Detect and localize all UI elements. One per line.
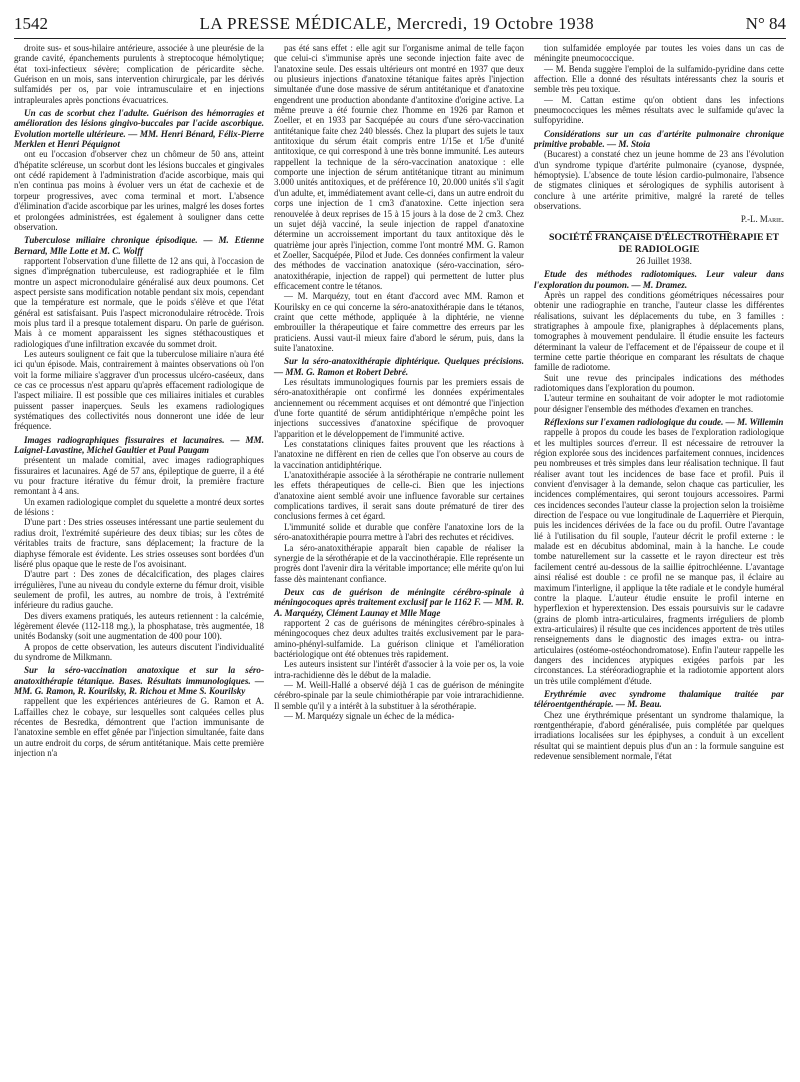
paragraph: ont eu l'occasion d'observer chez un chômeur de 50 ans, atteint d'hépatite scléreuse, un scorbut dont les lésions buccales et gingivales ont cédé rapidement à l'administration d'acide ascorbique, mais qui n'en continua pas moins à évoluer vers un état de cachexie et de torpeur progressives, avec coma terminal et mort. L'absence d'élimination d'acide ascorbique par les urines, malgré les doses fortes et prolongées administrées, est également à souligner dans cette observation. <box>14 149 264 232</box>
paragraph: — M. Marquézy signale un échec de la médica- <box>284 711 455 721</box>
paragraph: pas été sans effet : elle agit sur l'organisme animal de telle façon que celui-ci s'immunise après une seconde injection faite avec de l'anatoxine seule. Des essais ultérieurs ont montré en 1937 que deux ou plusieurs injections d'anatoxine tétanique faites après l'injection simultanée d'une dose massive de sérum antitétanique et d'anatoxine engendrent une production abondante d'antitoxine d'origine active. La même preuve a été fournie chez l'homme en 1926 par Ramon et Zoeller, et en 1933 par Sacquépée au cours d'une séro-vaccination antitétanique faite chez 240 blessés. Chez la plupart des sujets le taux antitoxique du sérum était compris entre 1/15e et 1/5e d'unité antitoxique, ce qui correspond à une très bonne immunité. Les auteurs rappellent la technique de la séro-vaccination anatoxique : elle comporte une injection de sérum antitétanique titrant au minimum 3.000 unités antitoxiques, et de préférence 10, 20.000 unités s'il s'agit d'un adulte, et, immédiatement avant celle-ci, dans un autre endroit du corps une injection de 1 cm3 d'anatoxine. Cette injection sera renouvelée à deux reprises de 15 à 15 jours à la dose de 2 cm3. Chez un sujet déjà vacciné, la seule injection de rappel d'anatoxine détermine un accroissement important du taux antitoxique dès le quatrième jour après l'injection, comme l'ont montré MM. G. Ramon et Zoeller, Sacquépée, Pilod et Jude. Ces données confirment la valeur des méthodes de vaccination anatoxique (séro-vaccination, séro-anatoxithérapie, injection de rappel) qui permettent de lutter plus efficacement contre le tétanos. <box>274 43 524 291</box>
article-heading: Etude des méthodes radiotomiques. Leur valeur dans l'exploration du poumon. — M. Dramez. <box>534 269 784 290</box>
issue-number: N° 84 <box>745 14 786 33</box>
article-heading: Images radiographiques fissuraires et lacunaires. — MM. Laignel-Lavastine, Michel Gaultier et Paul Paugam <box>14 434 264 456</box>
author-signature: P.-L. Marie. <box>740 213 784 224</box>
paragraph: rapportent 2 cas de guérisons de méningites cérébro-spinales à méningocoques chez deux adultes traités exclusivement par le para-amino-phényl-sulfamide. La guérison clinique et l'amélioration bactériologique ont été obtenues très rapidement. <box>274 617 524 659</box>
article-heading: Deux cas de guérison de méningite cérébro-spinale à méningocoques après traitement exclusif par le 1162 F. — MM. R. A. Marquézy, Clément Launay et Mlle Mage <box>274 586 524 618</box>
paragraph: (Bucarest) a constaté chez un jeune homme de 23 ans l'évolution d'un syndrome typique d'artérite pulmonaire (cyanose, dyspnée, hémoptysie). L'absence de toute lésion cardio-pulmonaire, l'absence de stigmates cliniques et sérologiques de syphilis autorisent à conclure à une artérite primitive, malgré la rareté de telles observations. <box>534 149 784 212</box>
column-right <box>534 43 784 761</box>
paragraph: Les auteurs soulignent ce fait que la tuberculose miliaire n'aura été ici qu'un épisode. Mais, contrairement à maintes observations où l'on voit la forme miliaire s'aggraver d'un processus ulcéro-caséeux, dans ce cas ce processus n'est apparu qu'après effacement radiologique de l'aspect miliaire. Il est possible que ces miliaires initiales et curables puissent passer inaperçues. Seuls les examens radiologiques systématiques des collectivités nous donneront une idée de leur fréquence. <box>14 348 264 432</box>
paragraph: La séro-anatoxithérapie apparaît bien capable de réaliser la synergie de la sérothérapie et de la vaccinothérapie. Elle représente un progrès dont l'avenir dira la véritable importance; elle mérite qu'on lui fasse dès maintenant confiance. <box>274 542 524 584</box>
paragraph: Des divers examens pratiqués, les auteurs retiennent : la calcémie, légèrement élevée (112-118 mg.), la phosphatase, très augmentée, 18 unités Bodansky (soit une augmentation de 400 pour 100). <box>14 610 264 642</box>
paragraph: rappelle à propos du coude les bases de l'exploration radiologique et les multiples sources d'erreur. Il est nécessaire de retrouver la région explorée sous des incidences parfaitement connues, incidences peu nombreuses et très simples dans leur réalisation technique. Il faut réaliser avant tout les incidences de base face et profil. Puis il convient d'envisager à la demande, selon chaque cas particulier, les incidences complémentaires, qui seront toujours accessoires. Parmi ces incidences secondes l'auteur classe la projection selon la troisième direction de l'espace ou vue longitudinale de Laquerrière et Pierquin, puis les incidences dérivées de la face ou du profil. Outre l'avantage lié à l'utilisation du fil souple, l'auteur décrit le profil externe : le malade est en décubitus abdominal, main à la hanche. Le coude tombe naturellement sur la cassette et le rayon directeur est très facilement centré au-dessous de la saillie épitrochléenne. L'avantage ainsi réalisé est double : ce profil ne se manque pas, il éclaire au maximum l'interligne, il applique la tête radiale et le condyle huméral contre la plaque. L'auteur étudie ensuite le profil interne en hyperflexion et hyperextension. Des essais poursuivis sur le cadavre (grains de plomb intra-articulaires, fragments irréguliers de plomb extra-articulaires) il résulte que ces incidences apportent de très utiles renseignements dans le diagnostic des images extra- ou intra-articulaires (ostéome-ostéochondromatose). Enfin l'auteur rappelle les dangers des incidences atypiques exigées parfois par les circonstances. La stéréoradiographie et la radiotomie apportent alors un très utile complément d'étude. <box>534 427 784 686</box>
article-heading: Sur la séro-anatoxithérapie diphtérique. Quelques précisions. — MM. G. Ramon et Robert Debré. <box>274 356 524 377</box>
page-number: 1542 <box>14 14 48 33</box>
paragraph: droite sus- et sous-hilaire antérieure, associée à une pleurésie de la grande cavité, épanchements purulents à streptocoque hémolytique; état toxi-infectieux sévère; complication de péricardite sèche. Guérison en un mois, sans intervention chirurgicale, par les dérivés sulfamidés per os, par voie intramusculaire et en injections intrapleurales après ponctions évacuatrices. <box>14 43 264 105</box>
paragraph: — M. Weill-Hallé a observé déjà 1 cas de guérison de méningite cérébro-spinale par la seule chimiothérapie par voie intrarachidienne. Il semble qu'il y a intérêt à la substituer à la sérothérapie. <box>274 679 524 711</box>
paragraph: A propos de cette observation, les auteurs discutent l'individualité du syndrome de Milkmann. <box>14 641 264 662</box>
paragraph: Un examen radiologique complet du squelette a montré deux sortes de lésions : <box>14 496 264 518</box>
article-heading: Sur la séro-vaccination anatoxique et sur la séro-anatoxithérapie tétanique. Bases. Résultats immunologiques. — MM. G. Ramon, R. Kourilsky, R. Richou et Mme S. Kourilsky <box>14 665 264 696</box>
paragraph: tion sulfamidée employée par toutes les voies dans un cas de méningite pneumococcique. <box>534 43 784 64</box>
society-title: SOCIÉTÉ FRANÇAISE D'ÉLECTROTHÉRAPIE ET DE RADIOLOGIE <box>548 231 779 255</box>
article-heading: Réflexions sur l'examen radiologique du coude. — M. Willemin <box>544 417 784 427</box>
paragraph: rapportent l'observation d'une fillette de 12 ans qui, à l'occasion de signes d'imprégnation tuberculeuse, est radiographiée et le film montre un aspect micronodulaire généralisé aux deux poumons. Cet aspect persiste sans modification notable pendant six mois, cependant que la température est normale, que le poids s'élève et que l'état général est satisfaisant. Puis l'aspect micronodulaire rétrocède. Trois mois plus tard il a presque totalement disparu. On parle de guérison. Mais à ce moment apparaissent les signes stéthacoustiques et radiologiques d'une infiltration excavée du sommet droit. <box>14 255 264 349</box>
paragraph: présentent un malade comitial, avec images radiographiques fissuraires et lacunaires. Agé de 57 ans, épileptique de guerre, il a été vu pour fracture itérative du fémur droit, la première fracture remontant à 4 ans. <box>14 455 264 497</box>
column-left <box>14 43 264 761</box>
page-header <box>14 14 786 39</box>
column-middle <box>274 43 524 761</box>
text-columns <box>14 43 786 761</box>
session-date: 26 Juillet 1938. <box>636 255 692 266</box>
paragraph: Les constatations cliniques faites prouvent que les réactions à l'anatoxine ne diffèrent en rien de celles que l'on observe au cours de la vaccination antidiphtérique. <box>274 439 524 470</box>
paragraph: — M. Cattan estime qu'on obtient dans les infections pneumococciques les mêmes résultats avec le sulfamide qu'avec la sulfopyridine. <box>534 94 784 126</box>
journal-title: LA PRESSE MÉDICALE, Mercredi, 19 Octobre 1938 <box>199 14 595 33</box>
article-heading: Erythrémie avec syndrome thalamique traitée par téléroentgenthérapie. — M. Beau. <box>534 688 784 710</box>
paragraph: L'anatoxithérapie associée à la sérothérapie ne contrarie nullement les effets thérapeutiques de celle-ci. Bien que les injections d'anatoxine aient semblé avoir une influence favorable sur certaines complications tardives, il serait sans doute prématuré de tirer des conclusions fermes à cet égard. <box>274 470 524 522</box>
paragraph: Après un rappel des conditions géométriques nécessaires pour obtenir une radiographie en tranche, l'auteur classe les différentes réalisations, suivant les déplacements du tube, en 3 familles : stratigraphes à ampoule fixe, planigraphes à déplacements plans, tomographes à mouvement pendulaire. Il étudie ensuite les facteurs déterminant la valeur de l'effacement et de l'épaisseur de coupe et il termine cette partie théorique en comparant les résultats de chaque famille de radiotome. <box>534 289 784 373</box>
paragraph: L'auteur termine en souhaitant de voir adopter le mot radiotomie pour désigner l'ensemble des méthodes d'examen en tranches. <box>534 393 784 414</box>
article-heading: Un cas de scorbut chez l'adulte. Guérison des hémorragies et amélioration des lésions gingivo-buccales par l'acide ascorbique. Evolution mortelle ultérieure. — MM. Henri Bénard, Félix-Pierre Merklen et Henri Péquignot <box>14 108 264 150</box>
paragraph: D'autre part : Des zones de décalcification, des plages claires irrégulières, l'une au niveau du condyle externe du fémur droit, visible seulement de profil, les autres, au nombre de trois, à l'extrémité inférieure du radius gauche. <box>14 569 264 611</box>
article-heading: Considérations sur un cas d'artérite pulmonaire chronique primitive probable. — M. Stoia <box>534 128 784 150</box>
paragraph: — M. Benda suggère l'emploi de la sulfamido-pyridine dans cette affection. Elle a donné des résultats intéressants chez la souris et semble très peu toxique. <box>534 63 784 95</box>
paragraph: Les résultats immunologiques fournis par les premiers essais de séro-anatoxithérapie ont confirmé les données expérimentales anciennement ou récemment acquises et ont démontré que l'injection d'une forte quantité de sérum antidiphtérique n'empêche point les injections successives d'anatoxine spécifique de provoquer l'apparition et le développement de l'immunité active. <box>274 377 524 439</box>
paragraph: Chez une érythrémique présentant un syndrome thalamique, la rœntgenthérapie, d'abord généralisée, puis complétée par quelques irradiations localisées sur les épiphyses, a conduit à un excellent résultat qui se maintient depuis plus d'un an : la formule sanguine est redevenue sensiblement normale, l'état <box>534 709 784 761</box>
paragraph: rappellent que les expériences antérieures de G. Ramon et A. Laffailles chez le cobaye, sur lesquelles sont calquées celles plus récentes de Besredka, démontrent que l'action immunisante de l'anatoxine semble en effet gênée par l'injection simultanée, faite dans un autre endroit du corps, de sérum antitétanique. Mais cette première injection n'a <box>14 696 264 759</box>
article-heading: Tuberculose miliaire chronique épisodique. — M. Etienne Bernard, Mlle Lotte et M. C. Wolff <box>14 235 264 256</box>
paragraph: D'une part : Des stries osseuses intéressant une partie seulement du radius droit, l'extrémité supérieure des deux tibias; sur les côtes de véritables traits de fracture, sans déplacement; la fracture de la diaphyse fémorale est évidente. Les stries osseuses sont bordées d'un liséré plus opaque que le reste de l'os avoisinant. <box>14 517 264 569</box>
paragraph: Les auteurs insistent sur l'intérêt d'associer à la voie per os, la voie intra-rachidienne dès le début de la maladie. <box>274 659 524 680</box>
paragraph: L'immunité solide et durable que confère l'anatoxine lors de la séro-anatoxithérapie pourra mettre à l'abri des rechutes et récidives. <box>274 521 524 543</box>
paragraph: — M. Marquézy, tout en étant d'accord avec MM. Ramon et Kourilsky en ce qui concerne la séro-anatoxithérapie dans le tétanos, craint que cette méthode, appliquée à la diphtérie, ne vienne embrouiller la thérapeutique et faire commettre des erreurs par les praticiens. Aussi vaut-il mieux faire d'abord le sérum, puis, dans la suite l'anatoxine. <box>274 291 524 353</box>
paragraph: Suit une revue des principales indications des méthodes radiotomiques dans l'exploration du poumon. <box>534 372 784 393</box>
